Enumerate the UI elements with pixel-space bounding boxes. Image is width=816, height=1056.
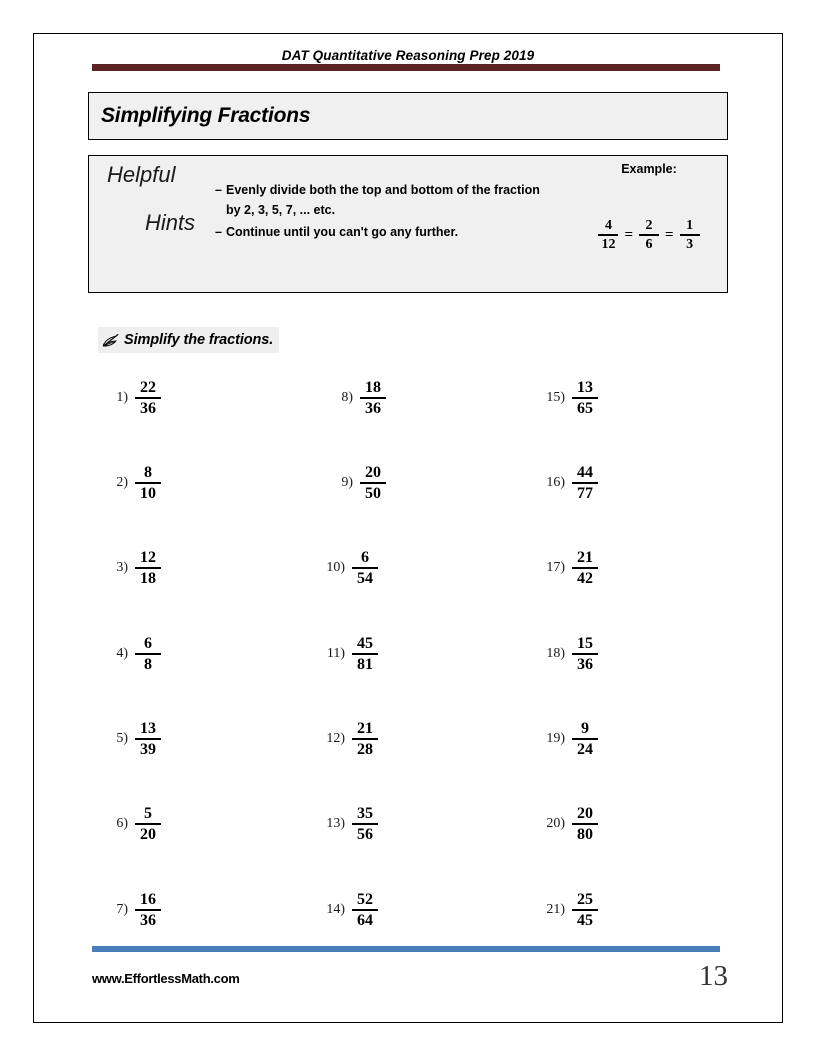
fraction-denominator: 36	[577, 656, 593, 673]
problem-fraction	[360, 464, 386, 503]
problem-item	[325, 798, 378, 850]
book-title: DAT Quantitative Reasoning Prep 2019	[281, 48, 535, 63]
example-fraction	[598, 218, 618, 252]
problem-item	[325, 628, 378, 680]
problem-column-3	[545, 372, 745, 932]
problem-item	[545, 798, 598, 850]
fraction-numerator: 52	[357, 890, 373, 908]
fraction-denominator: 77	[577, 485, 593, 502]
problem-number: 8)	[341, 390, 353, 405]
hints-list	[215, 180, 555, 243]
fraction-bar	[135, 909, 161, 911]
problem-number: 9)	[341, 475, 353, 490]
problem-number: 17)	[546, 560, 565, 575]
problem-grid	[100, 372, 720, 932]
fraction-bar	[572, 397, 598, 399]
problem-number: 1)	[116, 390, 128, 405]
problem-item	[108, 798, 161, 850]
quill-icon	[102, 331, 122, 349]
fraction-bar	[598, 234, 618, 236]
problem-item	[108, 457, 161, 509]
fraction-numerator: 1	[686, 218, 694, 233]
fraction-bar	[572, 909, 598, 911]
fraction-bar	[360, 397, 386, 399]
fraction-numerator: 9	[581, 719, 589, 737]
problem-fraction	[352, 805, 378, 844]
problem-item	[108, 372, 161, 424]
problem-item	[325, 713, 378, 765]
problem-number: 14)	[326, 902, 345, 917]
hint-item	[215, 180, 555, 221]
problem-fraction	[572, 891, 598, 930]
problem-fraction	[135, 891, 161, 930]
fraction-bar	[352, 823, 378, 825]
fraction-numerator: 45	[357, 634, 373, 652]
fraction-denominator: 28	[357, 741, 373, 758]
fraction-bar	[352, 653, 378, 655]
fraction-bar	[572, 653, 598, 655]
problem-column-2	[325, 372, 525, 932]
fraction-numerator: 15	[577, 634, 593, 652]
problem-item	[545, 542, 598, 594]
fraction-bar	[680, 234, 700, 236]
problem-number: 21)	[546, 902, 565, 917]
fraction-numerator: 21	[577, 548, 593, 566]
fraction-numerator: 13	[577, 378, 593, 396]
fraction-bar	[135, 482, 161, 484]
fraction-numerator: 35	[357, 804, 373, 822]
problem-number: 6)	[116, 816, 128, 831]
fraction-denominator: 36	[140, 912, 156, 929]
fraction-bar	[135, 823, 161, 825]
problem-item	[108, 628, 161, 680]
problem-fraction	[572, 464, 598, 503]
problem-item	[333, 372, 386, 424]
fraction-denominator: 39	[140, 741, 156, 758]
instruction-text: Simplify the fractions.	[124, 332, 274, 348]
problem-number: 12)	[326, 731, 345, 746]
problem-fraction	[572, 379, 598, 418]
fraction-numerator: 21	[357, 719, 373, 737]
fraction-numerator: 22	[140, 378, 156, 396]
problem-number: 18)	[546, 646, 565, 661]
fraction-numerator: 20	[577, 804, 593, 822]
footer-website[interactable]: www.EffortlessMath.com	[92, 971, 240, 986]
instruction-strip	[98, 327, 279, 353]
problem-number: 7)	[116, 902, 128, 917]
fraction-denominator: 3	[686, 237, 694, 253]
problem-number: 19)	[546, 731, 565, 746]
fraction-denominator: 50	[365, 485, 381, 502]
problem-fraction	[352, 720, 378, 759]
example-label: Example:	[621, 162, 677, 176]
fraction-numerator: 25	[577, 890, 593, 908]
problem-number: 5)	[116, 731, 128, 746]
problem-item	[545, 372, 598, 424]
fraction-denominator: 10	[140, 485, 156, 502]
problem-item	[108, 884, 161, 936]
footer-rule	[92, 946, 720, 952]
fraction-bar	[572, 738, 598, 740]
problem-item	[108, 713, 161, 765]
fraction-denominator: 36	[140, 400, 156, 417]
equals-sign: =	[624, 226, 633, 243]
fraction-numerator: 5	[144, 804, 152, 822]
fraction-bar	[352, 567, 378, 569]
fraction-denominator: 56	[357, 826, 373, 843]
problem-fraction	[352, 635, 378, 674]
hints-label-line1: Helpful	[107, 162, 176, 187]
problem-item	[545, 884, 598, 936]
problem-item	[325, 542, 378, 594]
equals-sign: =	[665, 226, 674, 243]
fraction-numerator: 6	[144, 634, 152, 652]
fraction-numerator: 2	[645, 218, 653, 233]
fraction-numerator: 20	[365, 463, 381, 481]
problem-fraction	[135, 805, 161, 844]
fraction-numerator: 18	[365, 378, 381, 396]
hint-item	[215, 222, 555, 242]
hint-dash: –	[215, 224, 222, 239]
problem-number: 10)	[326, 560, 345, 575]
problem-number: 3)	[116, 560, 128, 575]
problem-fraction	[135, 635, 161, 674]
fraction-denominator: 6	[645, 237, 653, 253]
problem-item	[333, 457, 386, 509]
fraction-denominator: 64	[357, 912, 373, 929]
header-rule	[92, 64, 720, 71]
page-title: Simplifying Fractions	[101, 104, 311, 127]
fraction-denominator: 45	[577, 912, 593, 929]
fraction-denominator: 65	[577, 400, 593, 417]
fraction-denominator: 80	[577, 826, 593, 843]
fraction-bar	[352, 738, 378, 740]
problem-fraction	[572, 549, 598, 588]
page-number: 13	[699, 960, 728, 992]
fraction-bar	[639, 234, 659, 236]
fraction-denominator: 81	[357, 656, 373, 673]
topic-title-box	[88, 92, 728, 140]
problem-item	[545, 628, 598, 680]
fraction-denominator: 20	[140, 826, 156, 843]
problem-number: 20)	[546, 816, 565, 831]
problem-fraction	[572, 720, 598, 759]
fraction-bar	[135, 397, 161, 399]
fraction-denominator: 18	[140, 570, 156, 587]
helpful-hints-box	[88, 155, 728, 293]
fraction-bar	[572, 482, 598, 484]
problem-item	[108, 542, 161, 594]
fraction-numerator: 8	[144, 463, 152, 481]
fraction-bar	[572, 567, 598, 569]
hint-dash: –	[215, 183, 222, 197]
problem-fraction	[352, 549, 378, 588]
example-fraction	[639, 218, 659, 252]
fraction-numerator: 12	[140, 548, 156, 566]
problem-number: 11)	[326, 646, 345, 661]
problem-fraction	[352, 891, 378, 930]
fraction-bar	[135, 738, 161, 740]
problem-number: 4)	[116, 646, 128, 661]
fraction-numerator: 4	[604, 218, 612, 233]
problem-fraction	[135, 464, 161, 503]
problem-fraction	[135, 379, 161, 418]
hints-label	[99, 164, 227, 234]
fraction-denominator: 12	[601, 237, 616, 253]
fraction-bar	[352, 909, 378, 911]
problem-item	[545, 457, 598, 509]
fraction-denominator: 24	[577, 741, 593, 758]
problem-item	[325, 884, 378, 936]
problem-fraction	[572, 635, 598, 674]
hints-label-line2: Hints	[144, 210, 196, 235]
problem-fraction	[572, 805, 598, 844]
problem-fraction	[135, 720, 161, 759]
fraction-numerator: 16	[140, 890, 156, 908]
problem-number: 16)	[546, 475, 565, 490]
hint-text: Evenly divide both the top and bottom of the fraction by 2, 3, 5, 7, ... etc.	[226, 183, 540, 218]
problem-number: 13)	[326, 816, 345, 831]
problem-fraction	[360, 379, 386, 418]
fraction-bar	[360, 482, 386, 484]
fraction-bar	[135, 567, 161, 569]
fraction-denominator: 8	[144, 656, 152, 673]
problem-column-1	[100, 372, 300, 932]
example-equation	[574, 218, 724, 252]
fraction-bar	[572, 823, 598, 825]
example-fraction	[680, 218, 700, 252]
problem-fraction	[135, 549, 161, 588]
problem-number: 15)	[546, 390, 565, 405]
fraction-bar	[135, 653, 161, 655]
problem-item	[545, 713, 598, 765]
problem-number: 2)	[116, 475, 128, 490]
fraction-numerator: 6	[361, 548, 369, 566]
fraction-denominator: 54	[357, 570, 373, 587]
fraction-denominator: 42	[577, 570, 593, 587]
fraction-numerator: 44	[577, 463, 593, 481]
fraction-numerator: 13	[140, 719, 156, 737]
fraction-denominator: 36	[365, 400, 381, 417]
hint-text: Continue until you can't go any further.	[226, 224, 459, 239]
